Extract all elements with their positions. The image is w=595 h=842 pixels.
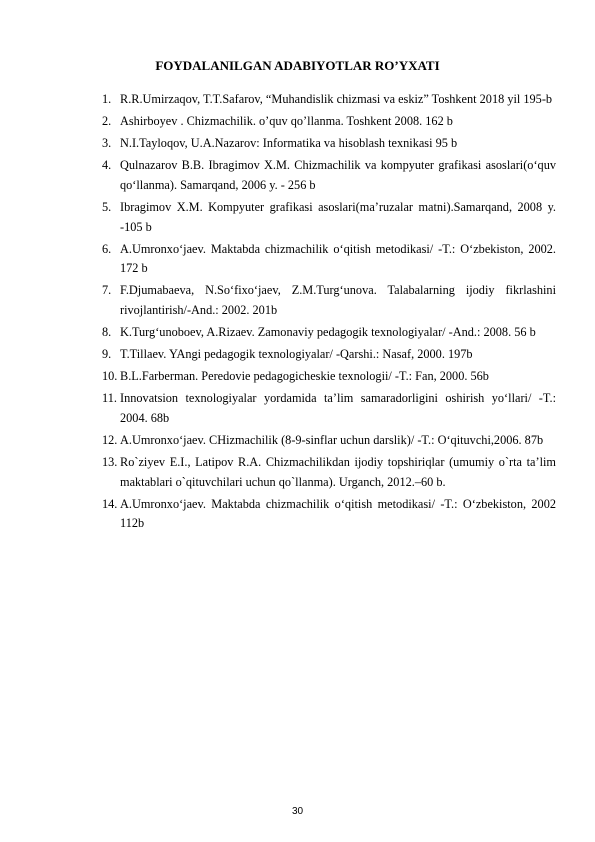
reference-number: 7. [102, 283, 112, 298]
reference-item [102, 156, 556, 196]
reference-item [102, 323, 556, 343]
reference-text: Innovatsion texnologiyalar yordamida ta’lim samaradorligini oshirish yo‘llari/ -T.: 2004. 68b [120, 391, 556, 425]
reference-number: 12. [102, 432, 118, 447]
page-title: FOYDALANILGAN ADABIYOTLAR RO’YXATI [155, 58, 440, 73]
reference-text: F.Djumabaeva, N.So‘fixo‘jaev, Z.M.Turg‘unova. Talabalarning ijodiy fikrlashini rivojlantirish/-And.: 2002. 201b [120, 283, 556, 318]
reference-item [102, 281, 556, 321]
reference-number: 11. [102, 391, 117, 406]
reference-item [102, 345, 556, 365]
reference-text: T.Tillaev. YAngi pedagogik texnologiyalar/ -Qarshi.: Nasaf, 2000. 197b [120, 347, 473, 362]
reference-text: Ibragimov X.M. Kompyuter grafikasi asoslari(ma’ruzalar matni).Samarqand, 2008 y. -105 b [120, 199, 556, 234]
reference-number: 13. [102, 454, 118, 469]
reference-number: 4. [102, 157, 112, 172]
reference-number: 8. [102, 325, 112, 340]
reference-item [102, 495, 556, 535]
reference-item [102, 134, 556, 154]
reference-text: A.Umronxo‘jaev. CHizmachilik (8-9-sinflar uchun darslik)/ -T.: O‘qituvchi,2006. 87b [120, 432, 544, 447]
reference-text: K.Turg‘unoboev, A.Rizaev. Zamonaviy pedagogik texnologiyalar/ -And.: 2008. 56 b [120, 325, 536, 340]
page-number: 30 [291, 806, 304, 817]
reference-item [102, 431, 556, 451]
reference-item [102, 453, 556, 493]
reference-number: 14. [102, 496, 118, 511]
reference-item [102, 198, 556, 238]
reference-item [102, 112, 556, 132]
reference-text: A.Umronxo‘jaev. Maktabda chizmachilik o‘qitish metodikasi/ -T.: O‘zbekiston, 2002 112b [120, 496, 556, 531]
reference-text: Ashirboyev . Chizmachilik. o’quv qo’llanma. Toshkent 2008. 162 b [120, 113, 453, 128]
reference-number: 1. [102, 92, 112, 106]
reference-text: N.I.Tayloqov, U.A.Nazarov: Informatika va hisoblash texnikasi 95 b [120, 135, 458, 150]
reference-item [102, 389, 556, 429]
reference-number: 3. [102, 135, 112, 150]
reference-item [102, 367, 556, 387]
reference-number: 10. [102, 369, 118, 384]
reference-number: 9. [102, 347, 112, 362]
reference-item [102, 90, 556, 110]
reference-text: B.L.Farberman. Peredovie pedagogicheskie texnologii/ -T.: Fan, 2000. 56b [120, 369, 489, 384]
reference-number: 5. [102, 199, 112, 214]
reference-number: 6. [102, 241, 112, 256]
reference-text: A.Umronxo‘jaev. Maktabda chizmachilik o‘qitish metodikasi/ -T.: O‘zbekiston, 2002. 172 b [120, 241, 556, 276]
reference-text: R.R.Umirzaqov, T.T.Safarov, “Muhandislik chizmasi va eskiz” Toshkent 2018 yil 195-b [120, 92, 553, 106]
reference-number: 2. [102, 113, 112, 128]
reference-text: Ro`ziyev E.I., Latipov R.A. Chizmachilikdan ijodiy topshiriqlar (umumiy o`rta ta’lim maktablari o`qituvchilari uchun qo`llanma). Urganch, 2012.–60 b. [120, 454, 556, 489]
reference-text: Qulnazarov B.B. Ibragimov X.M. Chizmachilik va kompyuter grafikasi asoslari(o‘quv qo‘llanma). Samarqand, 2006 y. - 256 b [120, 157, 556, 192]
reference-list [102, 90, 556, 536]
reference-item [102, 240, 556, 280]
